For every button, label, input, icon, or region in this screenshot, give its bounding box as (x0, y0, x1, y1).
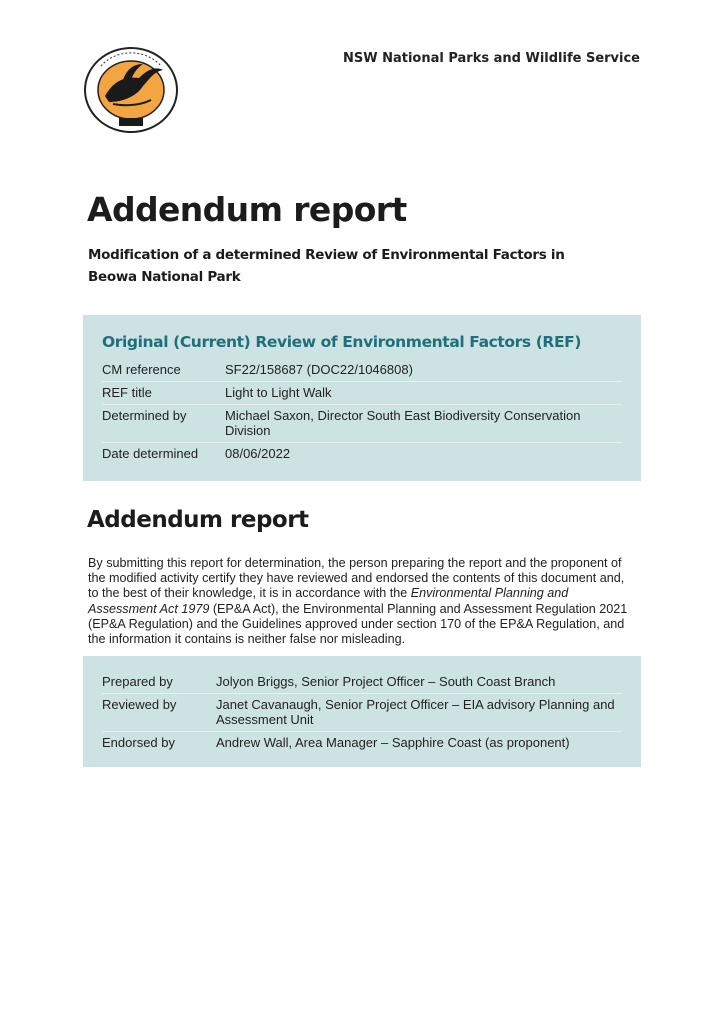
ref-row-date-determined (102, 443, 622, 465)
row-value: SF22/158687 (DOC22/1046808) (225, 362, 413, 377)
certification-paragraph (88, 556, 638, 647)
signoff-row-endorsed (102, 732, 622, 754)
ref-row-determined-by (102, 405, 622, 443)
row-label: Determined by (102, 408, 187, 423)
row-label: Prepared by (102, 674, 173, 689)
certification-text-1: By submitting this report for determination, the person preparing the report and the proponent of the modified activity certify they have reviewed and endorsed the contents of this document and, to the best of their knowledge, it is in accordance with the (88, 556, 625, 601)
row-label: Reviewed by (102, 697, 177, 712)
agency-name: NSW National Parks and Wildlife Service (342, 51, 640, 66)
page-subtitle: Modification of a determined Review of Environmental Factors in Beowa National Park (88, 247, 565, 285)
ref-row-cm-reference (102, 359, 622, 382)
section-heading: Addendum report (87, 507, 309, 533)
row-value: 08/06/2022 (225, 446, 291, 461)
row-label: REF title (102, 385, 152, 400)
certification-text-2: (EP&A Act), the Environmental Planning and Assessment Regulation 2021 (EP&A Regulation) and the Guidelines approved under section 170 of the EP&A Regulation, and the information it contains is neither false nor misleading. (88, 601, 628, 647)
signoff-panel (83, 656, 641, 767)
row-value: Andrew Wall, Area Manager – Sapphire Coast (as proponent) (216, 735, 570, 750)
ref-row-ref-title (102, 382, 622, 405)
row-value: Michael Saxon, Director South East Biodiversity Conservation Division (225, 408, 581, 438)
act-name: Environmental Planning and Assessment Act 1979 (88, 586, 569, 616)
row-value: Light to Light Walk (225, 385, 332, 400)
row-label: CM reference (102, 362, 181, 377)
signoff-row-prepared (102, 671, 622, 694)
original-ref-panel (83, 315, 641, 481)
signoff-row-reviewed (102, 694, 622, 732)
row-label: Endorsed by (102, 735, 175, 750)
npws-logo (83, 46, 179, 134)
row-label: Date determined (102, 446, 199, 461)
original-ref-heading: Original (Current) Review of Environmental Factors (REF) (102, 333, 582, 351)
row-value: Janet Cavanaugh, Senior Project Officer – EIA advisory Planning and Assessment Unit (216, 697, 615, 727)
page-title: Addendum report (87, 190, 407, 229)
row-value: Jolyon Briggs, Senior Project Officer – South Coast Branch (216, 674, 556, 689)
